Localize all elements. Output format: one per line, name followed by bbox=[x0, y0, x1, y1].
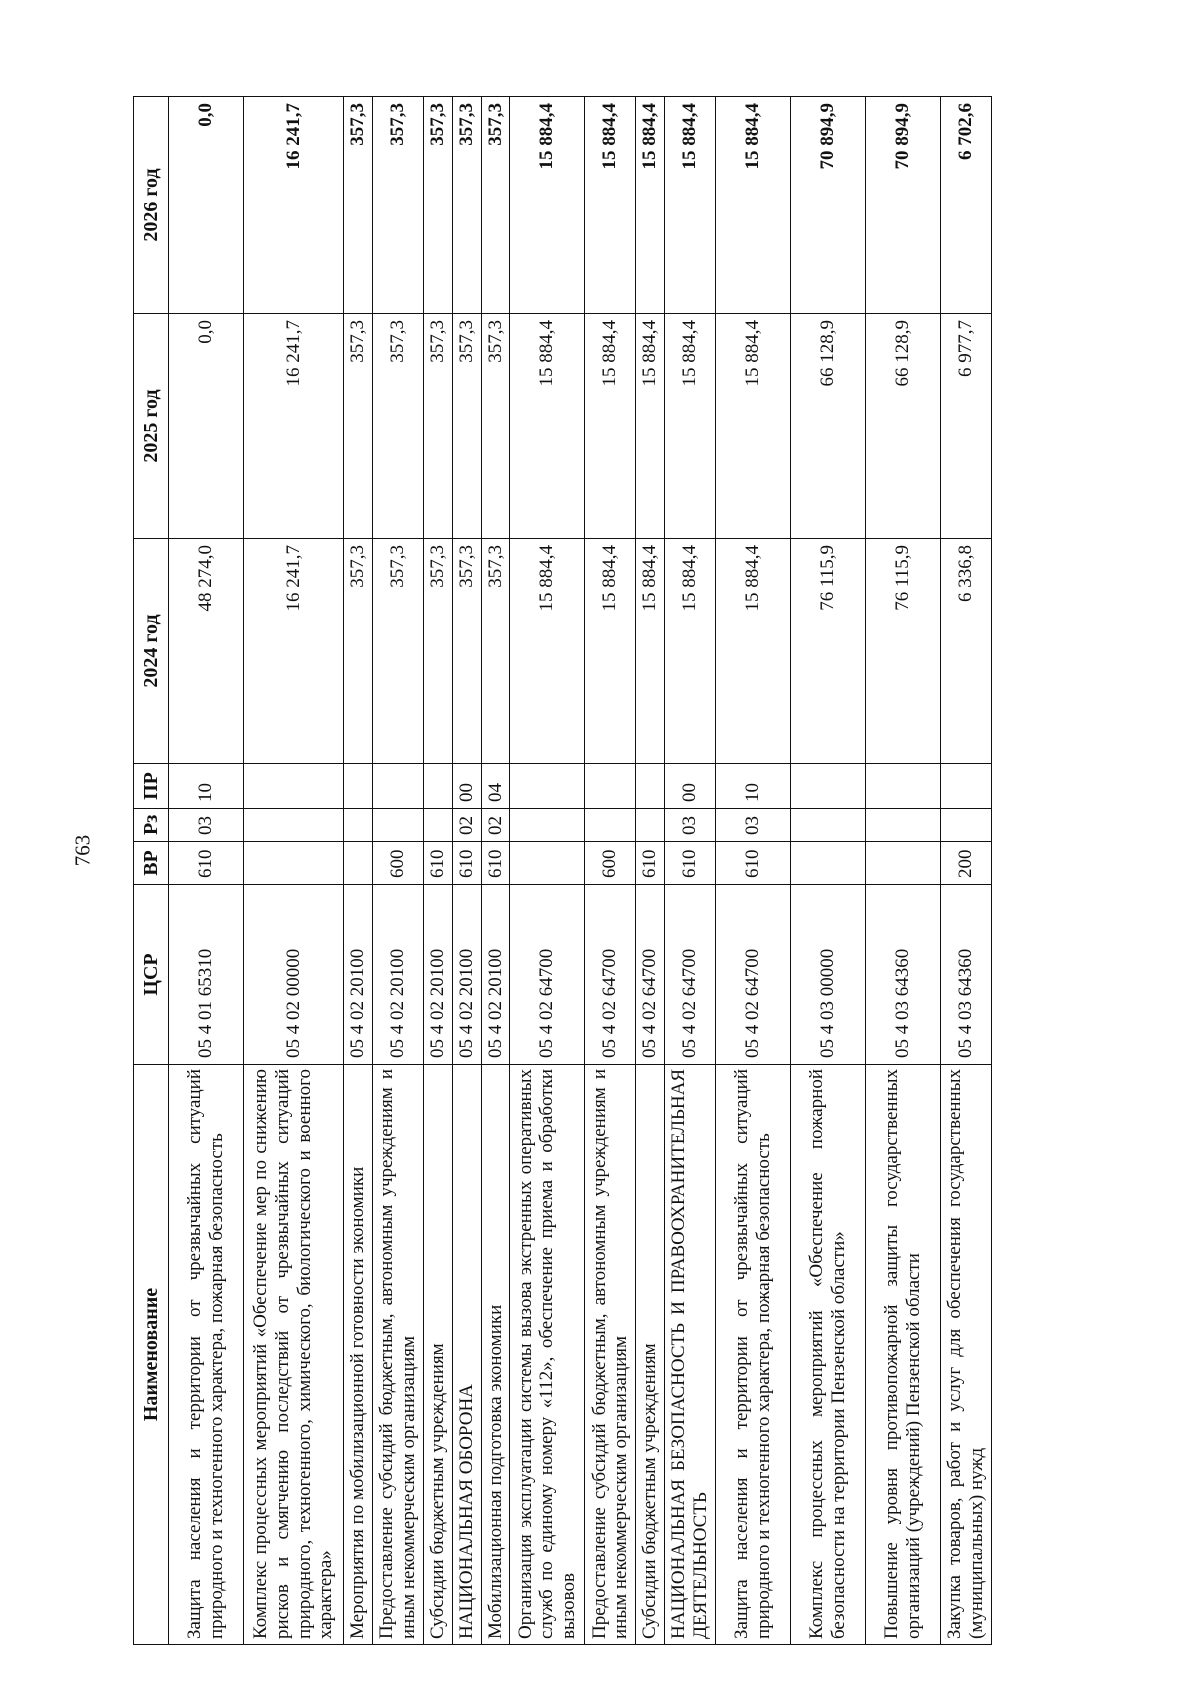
table-row bbox=[169, 97, 244, 1645]
row-vr-cell: 610 bbox=[423, 842, 452, 885]
row-pr-cell: 10 bbox=[716, 764, 791, 809]
row-rz-cell bbox=[344, 809, 373, 842]
row-csr-cell: 05 4 02 20100 bbox=[423, 885, 452, 1065]
row-rz-cell bbox=[585, 809, 636, 842]
row-pr-cell: 00 bbox=[452, 764, 481, 809]
row-vr-cell: 200 bbox=[941, 842, 992, 885]
row-vr-cell: 600 bbox=[585, 842, 636, 885]
table-row bbox=[244, 97, 344, 1645]
row-2025-cell: 15 884,4 bbox=[510, 314, 585, 539]
row-2026-cell: 15 884,4 bbox=[585, 97, 636, 314]
row-2024-cell: 357,3 bbox=[344, 539, 373, 764]
page-number: 763 bbox=[70, 834, 95, 867]
row-rz-cell bbox=[244, 809, 344, 842]
row-2025-cell: 16 241,7 bbox=[244, 314, 344, 539]
row-pr-cell: 00 bbox=[665, 764, 716, 809]
row-name-cell: Комплекс процессных мероприятий «Обеспечение пожарной безопасности на территории Пензенской области» bbox=[791, 1065, 866, 1645]
row-name-cell: НАЦИОНАЛЬНАЯ ОБОРОНА bbox=[452, 1065, 481, 1645]
row-rz-cell bbox=[866, 809, 941, 842]
header-2025: 2025 год bbox=[134, 314, 169, 539]
row-2024-cell: 76 115,9 bbox=[791, 539, 866, 764]
row-vr-cell bbox=[866, 842, 941, 885]
row-rz-cell: 03 bbox=[716, 809, 791, 842]
row-pr-cell bbox=[791, 764, 866, 809]
row-vr-cell: 610 bbox=[452, 842, 481, 885]
row-pr-cell bbox=[941, 764, 992, 809]
row-name-cell: Организация эксплуатации системы вызова экстренных оперативных служб по единому номеру «112», обеспечение приема и обработки вызовов bbox=[510, 1065, 585, 1645]
row-name-cell: НАЦИОНАЛЬНАЯ БЕЗОПАСНОСТЬ И ПРАВООХРАНИТЕЛЬНАЯ ДЕЯТЕЛЬНОСТЬ bbox=[665, 1065, 716, 1645]
row-vr-cell bbox=[344, 842, 373, 885]
row-2026-cell: 15 884,4 bbox=[510, 97, 585, 314]
row-2024-cell: 357,3 bbox=[452, 539, 481, 764]
table-row bbox=[941, 97, 992, 1645]
row-2026-cell: 70 894,9 bbox=[791, 97, 866, 314]
row-csr-cell: 05 4 02 64700 bbox=[636, 885, 665, 1065]
row-csr-cell: 05 4 03 64360 bbox=[941, 885, 992, 1065]
row-vr-cell: 600 bbox=[372, 842, 423, 885]
row-rz-cell: 02 bbox=[481, 809, 510, 842]
table-row bbox=[791, 97, 866, 1645]
row-2026-cell: 357,3 bbox=[372, 97, 423, 314]
row-vr-cell bbox=[510, 842, 585, 885]
row-2024-cell: 15 884,4 bbox=[636, 539, 665, 764]
row-name-cell: Защита населения и территории от чрезвычайных ситуаций природного и техногенного характера, пожарная безопасность bbox=[169, 1065, 244, 1645]
row-pr-cell bbox=[636, 764, 665, 809]
row-csr-cell: 05 4 02 64700 bbox=[510, 885, 585, 1065]
row-vr-cell: 610 bbox=[636, 842, 665, 885]
row-2024-cell: 16 241,7 bbox=[244, 539, 344, 764]
row-2026-cell: 357,3 bbox=[423, 97, 452, 314]
row-2024-cell: 6 336,8 bbox=[941, 539, 992, 764]
row-rz-cell: 02 bbox=[452, 809, 481, 842]
header-name: Наименование bbox=[134, 1065, 169, 1645]
row-2025-cell: 66 128,9 bbox=[791, 314, 866, 539]
table-row bbox=[372, 97, 423, 1645]
row-csr-cell: 05 4 02 64700 bbox=[665, 885, 716, 1065]
row-rz-cell bbox=[791, 809, 866, 842]
row-name-cell: Предоставление субсидий бюджетным, автономным учреждениям и иным некоммерческим организациям bbox=[372, 1065, 423, 1645]
budget-table bbox=[133, 96, 992, 1645]
row-csr-cell: 05 4 02 20100 bbox=[481, 885, 510, 1065]
header-rz: Рз bbox=[134, 809, 169, 842]
header-csr: ЦСР bbox=[134, 885, 169, 1065]
row-2025-cell: 15 884,4 bbox=[665, 314, 716, 539]
row-name-cell: Субсидии бюджетным учреждениям bbox=[423, 1065, 452, 1645]
row-pr-cell bbox=[423, 764, 452, 809]
budget-table-container bbox=[133, 97, 1033, 1645]
row-2025-cell: 6 977,7 bbox=[941, 314, 992, 539]
row-2025-cell: 15 884,4 bbox=[716, 314, 791, 539]
row-rz-cell bbox=[636, 809, 665, 842]
row-2026-cell: 357,3 bbox=[344, 97, 373, 314]
header-2026: 2026 год bbox=[134, 97, 169, 314]
row-name-cell: Закупка товаров, работ и услуг для обеспечения государственных (муниципальных) нужд bbox=[941, 1065, 992, 1645]
row-pr-cell: 04 bbox=[481, 764, 510, 809]
table-row bbox=[452, 97, 481, 1645]
table-body bbox=[169, 97, 992, 1645]
row-pr-cell bbox=[244, 764, 344, 809]
row-2025-cell: 15 884,4 bbox=[585, 314, 636, 539]
row-name-cell: Защита населения и территории от чрезвычайных ситуаций природного и техногенного характера, пожарная безопасность bbox=[716, 1065, 791, 1645]
row-2026-cell: 70 894,9 bbox=[866, 97, 941, 314]
row-pr-cell bbox=[372, 764, 423, 809]
row-csr-cell: 05 4 02 20100 bbox=[452, 885, 481, 1065]
row-2025-cell: 0,0 bbox=[169, 314, 244, 539]
row-rz-cell bbox=[510, 809, 585, 842]
row-2024-cell: 15 884,4 bbox=[716, 539, 791, 764]
row-name-cell: Мероприятия по мобилизационной готовности экономики bbox=[344, 1065, 373, 1645]
row-2025-cell: 15 884,4 bbox=[636, 314, 665, 539]
table-row bbox=[585, 97, 636, 1645]
row-pr-cell bbox=[510, 764, 585, 809]
row-csr-cell: 05 4 01 65310 bbox=[169, 885, 244, 1065]
row-vr-cell bbox=[791, 842, 866, 885]
row-pr-cell bbox=[344, 764, 373, 809]
row-name-cell: Субсидии бюджетным учреждениям bbox=[636, 1065, 665, 1645]
table-row bbox=[481, 97, 510, 1645]
row-2024-cell: 15 884,4 bbox=[510, 539, 585, 764]
row-pr-cell: 10 bbox=[169, 764, 244, 809]
row-2026-cell: 16 241,7 bbox=[244, 97, 344, 314]
row-pr-cell bbox=[585, 764, 636, 809]
table-row bbox=[636, 97, 665, 1645]
row-2026-cell: 6 702,6 bbox=[941, 97, 992, 314]
table-row bbox=[716, 97, 791, 1645]
table-row bbox=[510, 97, 585, 1645]
row-vr-cell: 610 bbox=[665, 842, 716, 885]
table-header-row bbox=[134, 97, 169, 1645]
row-name-cell: Комплекс процессных мероприятий «Обеспечение мер по снижению рисков и смягчению последствий от чрезвычайных ситуаций природного, техногенного, химического, биологического и военного характера» bbox=[244, 1065, 344, 1645]
table-row bbox=[866, 97, 941, 1645]
row-name-cell: Предоставление субсидий бюджетным, автономным учреждениям и иным некоммерческим организациям bbox=[585, 1065, 636, 1645]
row-2026-cell: 15 884,4 bbox=[636, 97, 665, 314]
table-row bbox=[423, 97, 452, 1645]
row-rz-cell bbox=[941, 809, 992, 842]
row-csr-cell: 05 4 03 00000 bbox=[791, 885, 866, 1065]
row-csr-cell: 05 4 02 64700 bbox=[716, 885, 791, 1065]
row-2026-cell: 0,0 bbox=[169, 97, 244, 314]
table-row bbox=[344, 97, 373, 1645]
row-csr-cell: 05 4 03 64360 bbox=[866, 885, 941, 1065]
row-name-cell: Повышение уровня противопожарной защиты государственных организаций (учреждений) Пензенской области bbox=[866, 1065, 941, 1645]
row-rz-cell: 03 bbox=[665, 809, 716, 842]
row-2025-cell: 357,3 bbox=[452, 314, 481, 539]
row-csr-cell: 05 4 02 00000 bbox=[244, 885, 344, 1065]
header-pr: ПР bbox=[134, 764, 169, 809]
row-2024-cell: 357,3 bbox=[372, 539, 423, 764]
row-csr-cell: 05 4 02 20100 bbox=[344, 885, 373, 1065]
row-2026-cell: 357,3 bbox=[481, 97, 510, 314]
row-2024-cell: 76 115,9 bbox=[866, 539, 941, 764]
row-csr-cell: 05 4 02 64700 bbox=[585, 885, 636, 1065]
row-2024-cell: 15 884,4 bbox=[665, 539, 716, 764]
row-2025-cell: 357,3 bbox=[344, 314, 373, 539]
row-2025-cell: 357,3 bbox=[481, 314, 510, 539]
row-2026-cell: 357,3 bbox=[452, 97, 481, 314]
row-2025-cell: 66 128,9 bbox=[866, 314, 941, 539]
row-rz-cell: 03 bbox=[169, 809, 244, 842]
row-rz-cell bbox=[423, 809, 452, 842]
row-csr-cell: 05 4 02 20100 bbox=[372, 885, 423, 1065]
row-2026-cell: 15 884,4 bbox=[716, 97, 791, 314]
row-2024-cell: 357,3 bbox=[423, 539, 452, 764]
row-vr-cell bbox=[244, 842, 344, 885]
row-2024-cell: 48 274,0 bbox=[169, 539, 244, 764]
row-vr-cell: 610 bbox=[481, 842, 510, 885]
header-vr: ВР bbox=[134, 842, 169, 885]
row-2025-cell: 357,3 bbox=[423, 314, 452, 539]
row-2025-cell: 357,3 bbox=[372, 314, 423, 539]
row-pr-cell bbox=[866, 764, 941, 809]
row-vr-cell: 610 bbox=[169, 842, 244, 885]
row-2024-cell: 357,3 bbox=[481, 539, 510, 764]
row-vr-cell: 610 bbox=[716, 842, 791, 885]
row-name-cell: Мобилизационная подготовка экономики bbox=[481, 1065, 510, 1645]
header-2024: 2024 год bbox=[134, 539, 169, 764]
table-row bbox=[665, 97, 716, 1645]
row-rz-cell bbox=[372, 809, 423, 842]
row-2024-cell: 15 884,4 bbox=[585, 539, 636, 764]
row-2026-cell: 15 884,4 bbox=[665, 97, 716, 314]
